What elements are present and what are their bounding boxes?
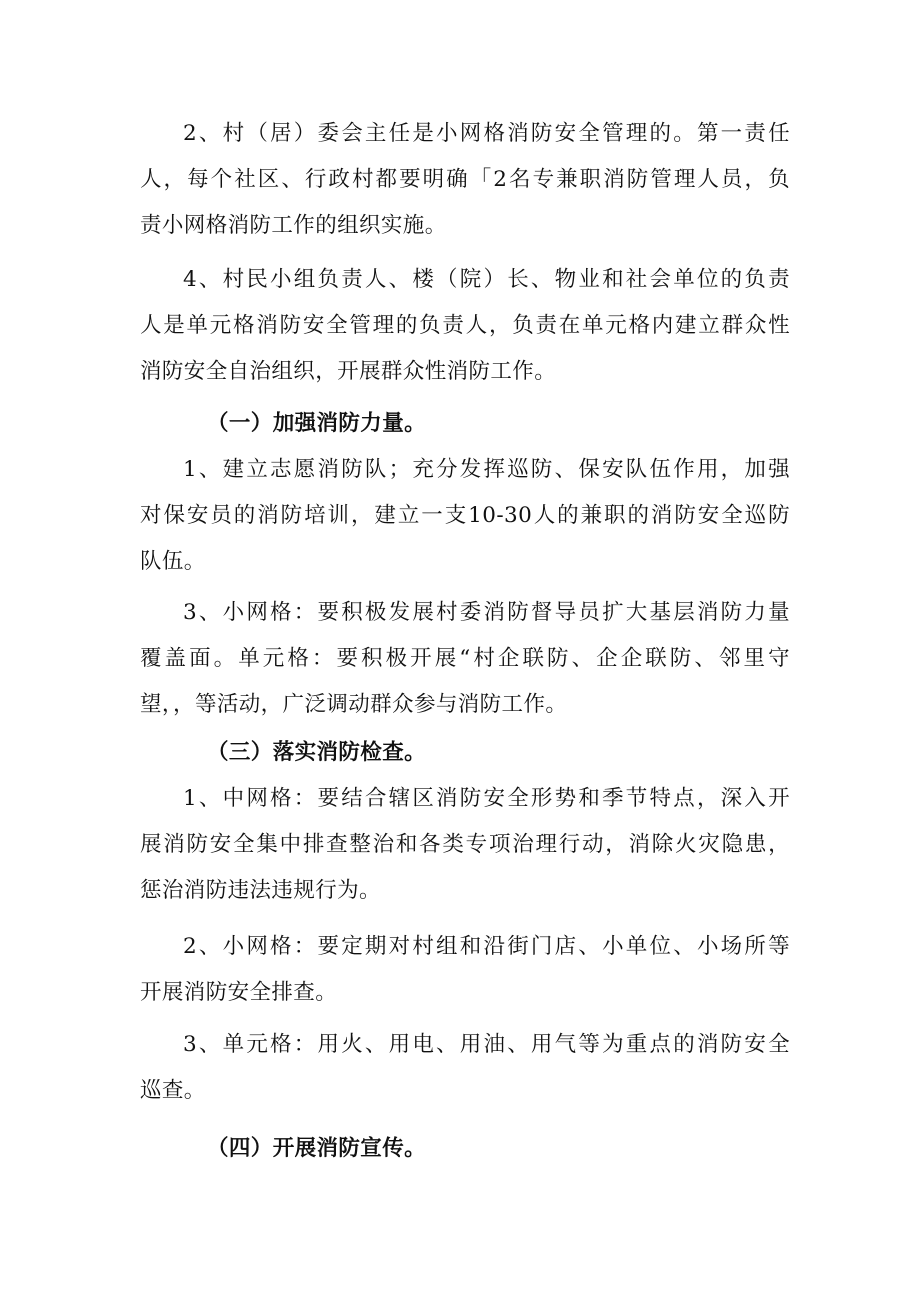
paragraph-1 [140, 111, 790, 249]
paragraph-line: 对保安员的消防培训，建立一支10-30人的兼职的消防安全巡防 [140, 503, 790, 528]
paragraph-line: 巡查。 [140, 1078, 206, 1103]
paragraph-line: 惩治消防违法违规行为。 [140, 878, 381, 903]
paragraph-6 [140, 924, 790, 1016]
paragraph-line: 望，，等活动，广泛调动群众参与消防工作。 [140, 692, 568, 717]
paragraph-line: 消防安全自治组织，开展群众性消防工作。 [140, 359, 557, 384]
paragraph-line: 展消防安全集中排查整治和各类专项治理行动，消除火灾隐患， [140, 832, 790, 857]
paragraph-line: 1、建立志愿消防队；充分发挥巡防、保安队伍作用，加强 [183, 457, 790, 482]
paragraph-line: 2、村（居）委会主任是小网格消防安全管理的。第一责任 [183, 121, 790, 146]
section-heading-fire-inspection: （三）落实消防检查。 [207, 740, 427, 765]
paragraph-line: 3、小网格：要积极发展村委消防督导员扩大基层消防力量 [183, 600, 790, 625]
paragraph-5 [140, 776, 790, 914]
paragraph-line: 2、小网格：要定期对村组和沿街门店、小单位、小场所等 [183, 934, 790, 959]
paragraph-line: 开展消防安全排查。 [140, 980, 338, 1005]
paragraph-line: 覆盖面。单元格：要积极开展“村企联防、企企联防、邻里守 [140, 646, 790, 671]
paragraph-3 [140, 447, 790, 585]
paragraph-7 [140, 1022, 790, 1114]
section-heading-fire-publicity: （四）开展消防宣传。 [207, 1136, 427, 1161]
paragraph-line: 人，每个社区、行政村都要明确「2名专兼职消防管理人员，负 [140, 167, 790, 192]
paragraph-2 [140, 257, 790, 395]
paragraph-4 [140, 590, 790, 728]
paragraph-line: 责小网格消防工作的组织实施。 [140, 213, 447, 238]
paragraph-line: 3、单元格：用火、用电、用油、用气等为重点的消防安全 [183, 1032, 790, 1057]
paragraph-line: 队伍。 [140, 549, 206, 574]
paragraph-line: 4、村民小组负责人、楼（院）长、物业和社会单位的负责 [183, 267, 790, 292]
paragraph-line: 1、中网格：要结合辖区消防安全形势和季节特点，深入开 [183, 786, 790, 811]
section-heading-strengthen-forces: （一）加强消防力量。 [207, 411, 427, 436]
paragraph-line: 人是单元格消防安全管理的负责人，负责在单元格内建立群众性 [140, 313, 790, 338]
